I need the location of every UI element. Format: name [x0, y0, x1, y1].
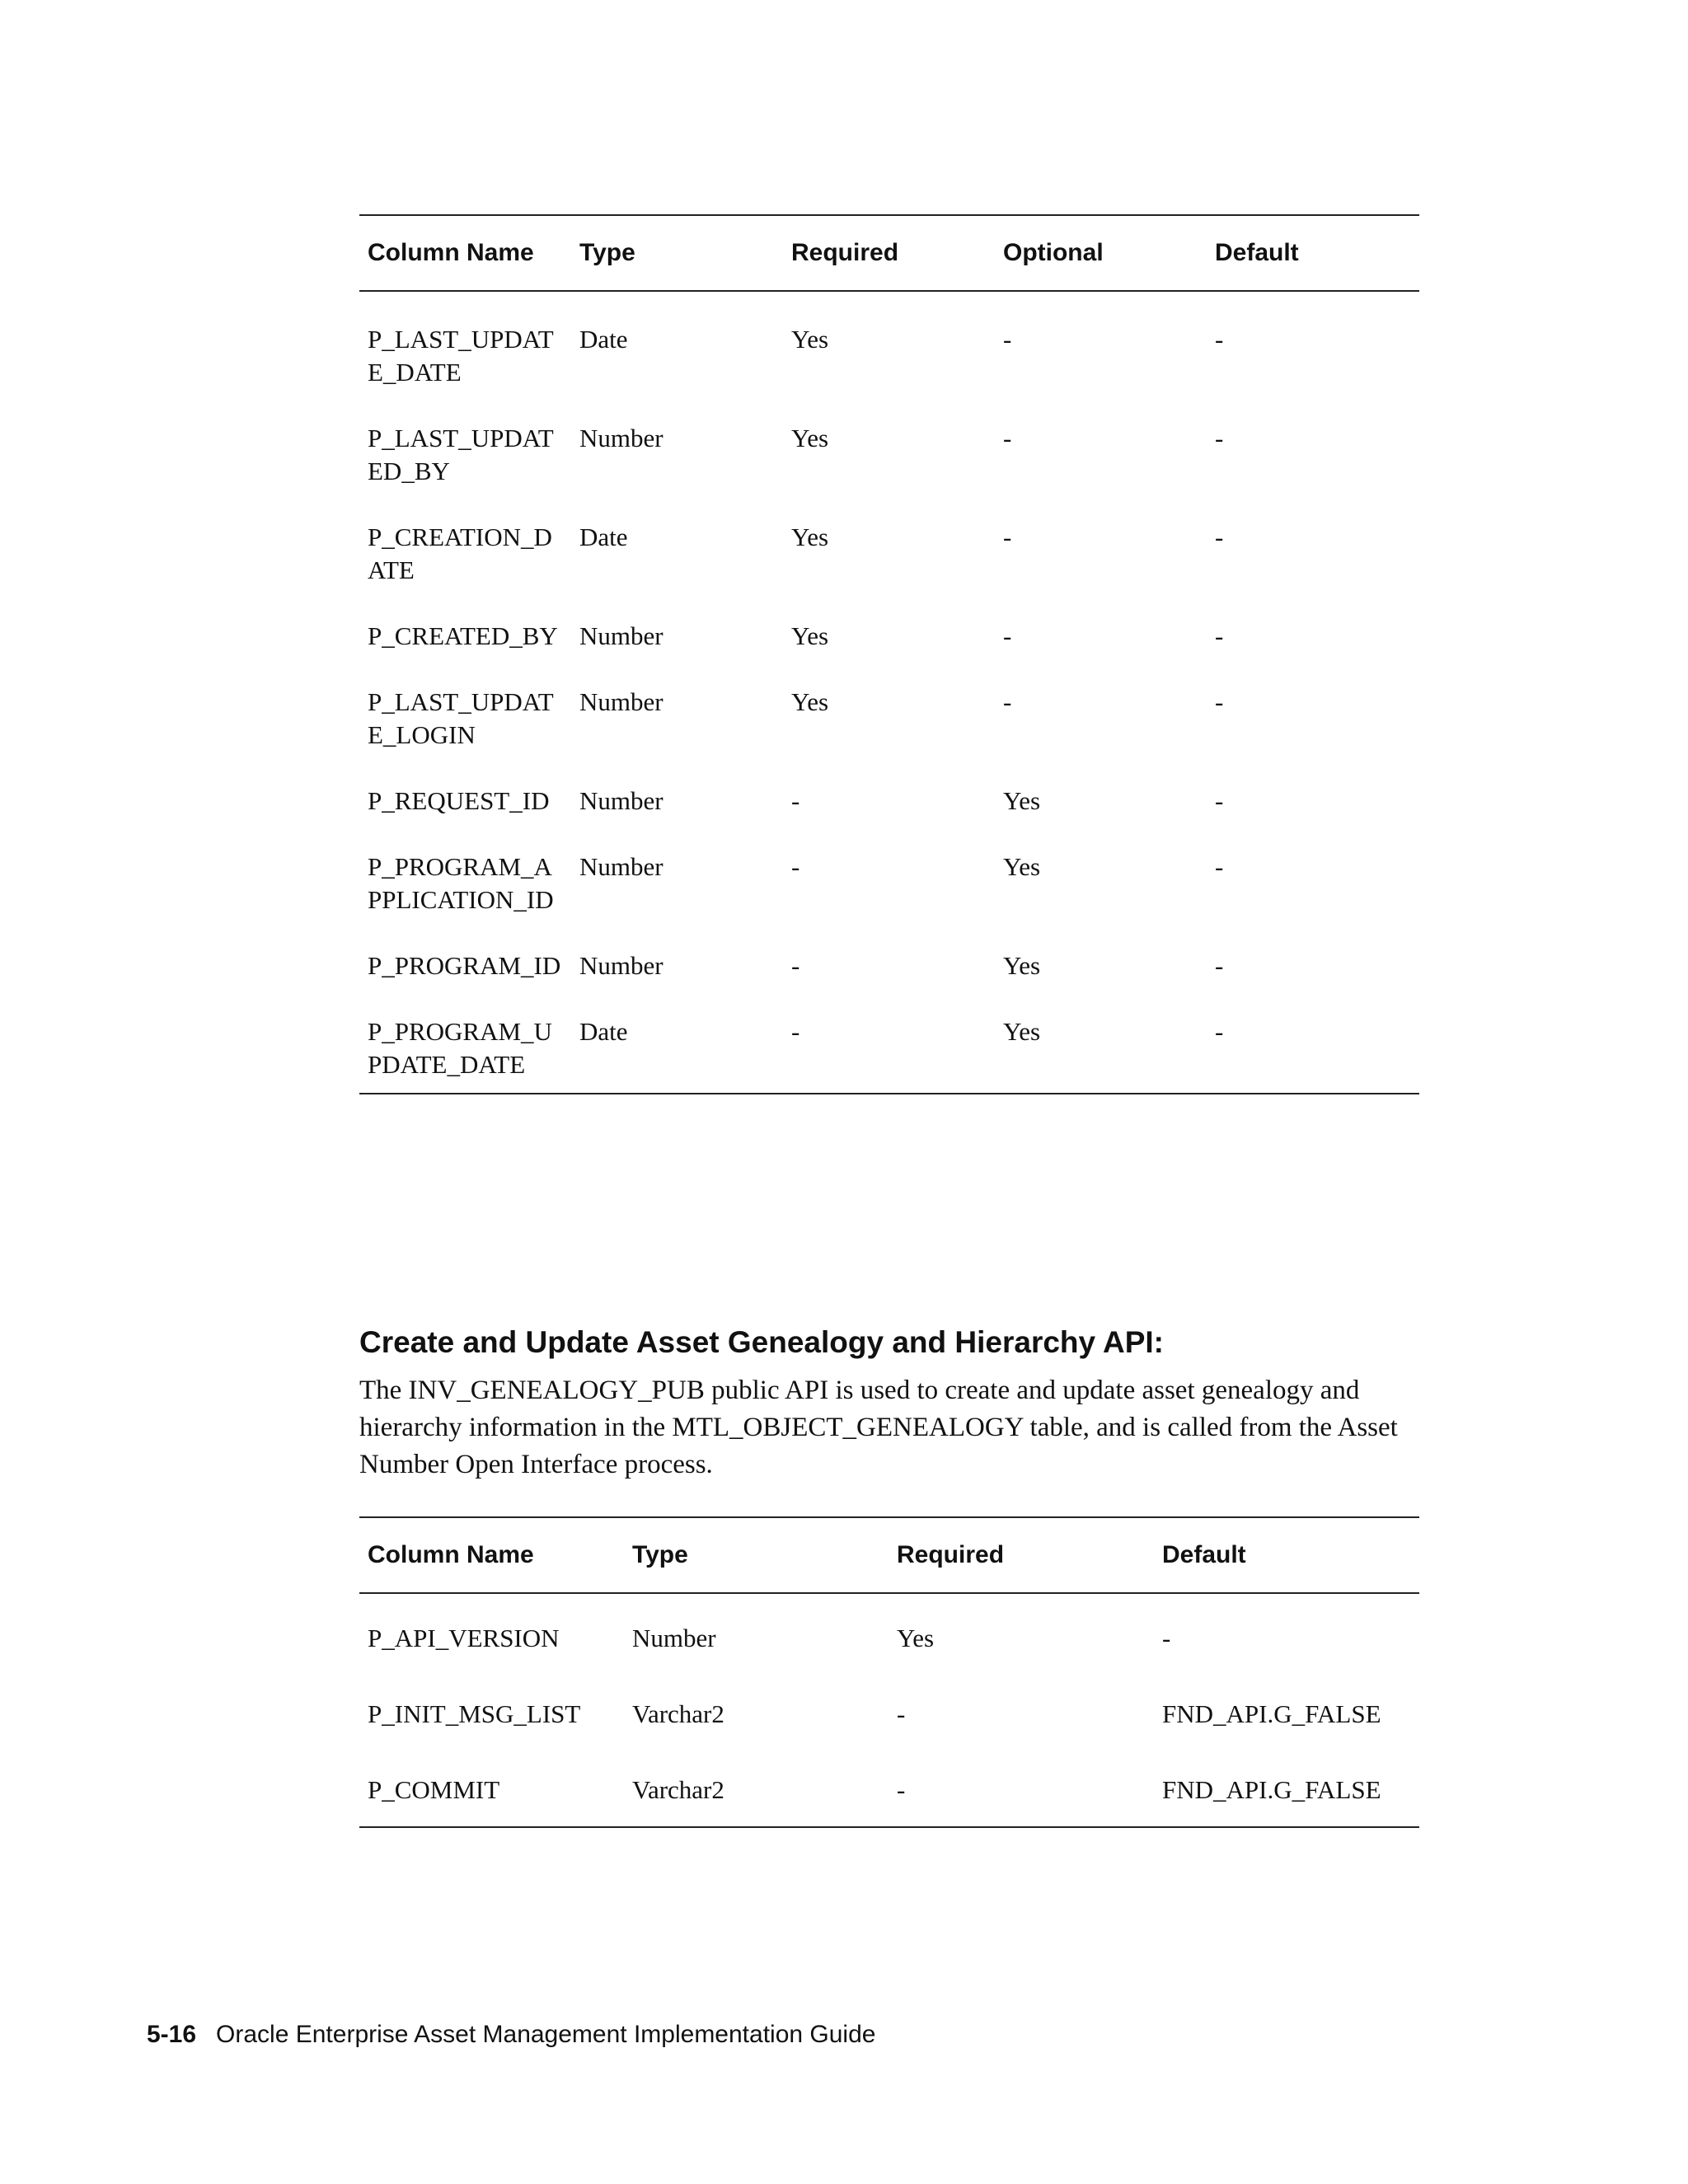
header-type: Type	[624, 1517, 889, 1593]
table-header-row	[359, 215, 1419, 291]
header-type: Type	[571, 215, 783, 291]
cell-required: -	[897, 1699, 906, 1728]
cell-required: -	[791, 852, 800, 881]
section-paragraph: The INV_GENEALOGY_PUB public API is used to create and update asset genealogy and hierarchy information in the MTL_OBJECT_GENEALOGY table, and is called from the Asset Number Open Interface process.	[359, 1376, 1398, 1479]
header-column-name: Column Name	[359, 215, 571, 291]
cell-type: Date	[571, 1015, 783, 1094]
cell-name: P_LAST_UPDATE_DATE	[368, 325, 554, 387]
section-heading: Create and Update Asset Genealogy and Hierarchy API:	[359, 1325, 1165, 1359]
cell-default: -	[1215, 951, 1224, 980]
header-default: Default	[1154, 1517, 1419, 1593]
cell-required: -	[783, 1015, 995, 1094]
header-optional: Optional	[995, 215, 1207, 291]
cell-name: P_LAST_UPDATED_BY	[368, 424, 554, 485]
table-row	[359, 1593, 1419, 1698]
cell-optional: -	[1003, 621, 1012, 650]
header-required: Required	[783, 215, 995, 291]
cell-default: -	[1215, 424, 1224, 452]
cell-type: Number	[579, 852, 663, 881]
cell-required: Yes	[791, 523, 829, 551]
cell-default: -	[1215, 523, 1224, 551]
cell-default: -	[1215, 786, 1224, 815]
cell-default: FND_API.G_FALSE	[1162, 1699, 1381, 1728]
cell-optional: Yes	[995, 1015, 1207, 1094]
cell-name: P_REQUEST_ID	[368, 786, 550, 815]
cell-name: P_CREATED_BY	[368, 621, 558, 650]
cell-optional: Yes	[1003, 951, 1041, 980]
parameter-table-2	[359, 1516, 1419, 1828]
cell-required: Yes	[791, 424, 829, 452]
cell-default: -	[1215, 852, 1224, 881]
cell-name: P_LAST_UPDATE_LOGIN	[368, 687, 554, 749]
cell-name: P_PROGRAM_UPDATE_DATE	[359, 1015, 571, 1094]
cell-default: FND_API.G_FALSE	[1154, 1774, 1419, 1827]
cell-type: Date	[579, 523, 628, 551]
cell-default: -	[1215, 325, 1224, 354]
cell-type: Varchar2	[632, 1699, 724, 1728]
cell-optional: -	[1003, 325, 1012, 354]
table-row	[359, 949, 1419, 1015]
table-row	[359, 851, 1419, 949]
table-row	[359, 422, 1419, 521]
cell-type: Number	[579, 786, 663, 815]
header-column-name: Column Name	[359, 1517, 624, 1593]
cell-required: -	[889, 1774, 1154, 1827]
cell-name: P_PROGRAM_ID	[368, 951, 561, 980]
cell-type: Varchar2	[624, 1774, 889, 1827]
cell-name: P_PROGRAM_APPLICATION_ID	[368, 852, 554, 914]
page-number: 5-16	[147, 2021, 197, 2048]
cell-type: Number	[579, 621, 663, 650]
parameter-table-1	[359, 214, 1419, 1094]
header-default: Default	[1207, 215, 1419, 291]
cell-name: P_API_VERSION	[368, 1624, 560, 1652]
cell-type: Number	[579, 951, 663, 980]
cell-required: -	[791, 951, 800, 980]
guide-title: Oracle Enterprise Asset Management Implementation Guide	[216, 2021, 876, 2048]
cell-type: Number	[579, 687, 663, 716]
cell-required: Yes	[897, 1624, 935, 1652]
table-row	[359, 291, 1419, 422]
cell-optional: -	[1003, 687, 1012, 716]
cell-required: Yes	[791, 687, 829, 716]
table-header-row	[359, 1517, 1419, 1593]
cell-optional: -	[1003, 523, 1012, 551]
cell-default: -	[1215, 621, 1224, 650]
table-row	[359, 1698, 1419, 1774]
cell-optional: -	[1003, 424, 1012, 452]
cell-type: Date	[579, 325, 628, 354]
page-footer	[147, 2021, 875, 2049]
cell-required: -	[791, 786, 800, 815]
table-row	[359, 521, 1419, 620]
cell-optional: Yes	[1003, 786, 1041, 815]
table-row	[359, 1015, 1419, 1094]
table-row	[359, 686, 1419, 785]
cell-default: -	[1215, 687, 1224, 716]
table-row	[359, 620, 1419, 686]
table-row	[359, 785, 1419, 851]
cell-type: Number	[579, 424, 663, 452]
cell-type: Number	[632, 1624, 716, 1652]
cell-name: P_INIT_MSG_LIST	[368, 1699, 581, 1728]
table-row	[359, 1774, 1419, 1827]
cell-required: Yes	[791, 621, 829, 650]
header-required: Required	[889, 1517, 1154, 1593]
cell-default: -	[1162, 1624, 1171, 1652]
cell-required: Yes	[791, 325, 829, 354]
cell-optional: Yes	[1003, 852, 1041, 881]
cell-name: P_COMMIT	[359, 1774, 624, 1827]
cell-default: -	[1207, 1015, 1419, 1094]
cell-name: P_CREATION_DATE	[368, 523, 552, 584]
